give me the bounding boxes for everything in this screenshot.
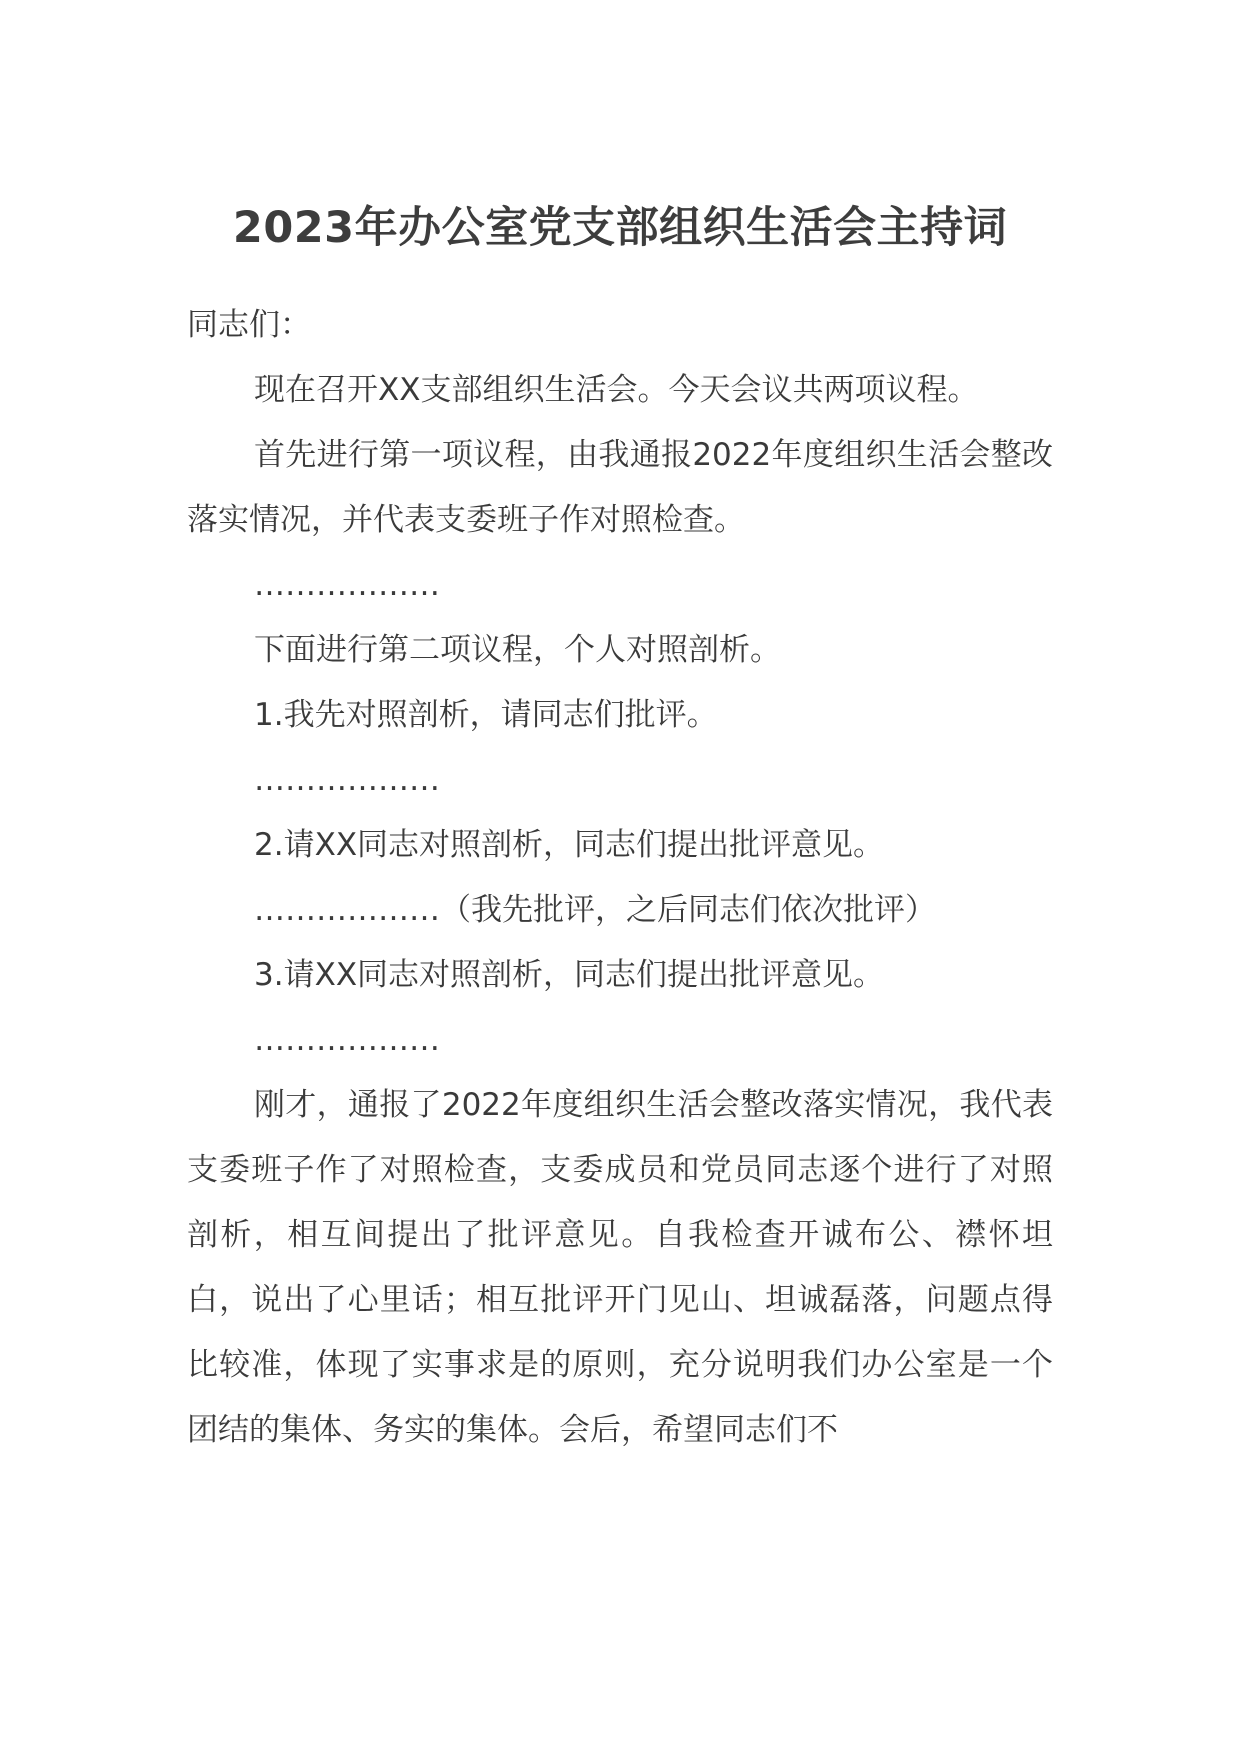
salutation: 同志们： (187, 307, 311, 343)
ellipsis-line: ……………… (254, 567, 440, 603)
ellipsis-line: ……………… (254, 762, 440, 798)
document-body (187, 293, 1053, 1463)
ellipsis-line: ……………… (254, 1022, 440, 1058)
paragraph-agenda-one: 首先进行第一项议程，由我通报2022年度组织生活会整改落实情况，并代表支委班子作对照检查。 (187, 437, 1053, 538)
list-item-1: 1.我先对照剖析，请同志们批评。 (254, 697, 718, 733)
paragraph-summary: 刚才，通报了2022年度组织生活会整改落实情况，我代表支委班子作了对照检查，支委成员和党员同志逐个进行了对照剖析，相互间提出了批评意见。自我检查开诚布公、襟怀坦白，说出了心里话；相互批评开门见山、坦诚磊落，问题点得比较准，体现了实事求是的原则，充分说明我们办公室是一个团结的集体、务实的集体。会后，希望同志们不 (187, 1087, 1053, 1448)
document-title: 2023年办公室党支部组织生活会主持词 (232, 203, 1008, 253)
paragraph-criticism-note: ………………（我先批评，之后同志们依次批评） (254, 892, 936, 928)
list-item-3: 3.请XX同志对照剖析，同志们提出批评意见。 (254, 957, 885, 993)
list-item-2: 2.请XX同志对照剖析，同志们提出批评意见。 (254, 827, 885, 863)
paragraph-agenda-two: 下面进行第二项议程，个人对照剖析。 (254, 632, 781, 668)
paragraph-opening: 现在召开XX支部组织生活会。今天会议共两项议程。 (254, 372, 979, 408)
